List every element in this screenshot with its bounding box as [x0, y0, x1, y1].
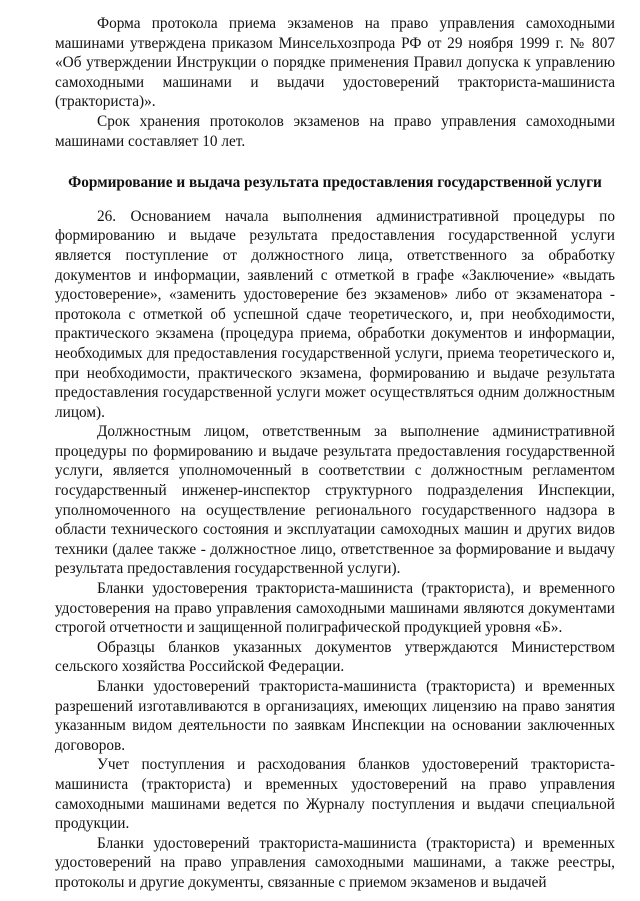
section-heading: Формирование и выдача результата предоставления государственной услуги: [68, 174, 602, 192]
paragraph-26-basis: 26. Основанием начала выполнения административной процедуры по формированию и выдаче результата предоставления государственной услуги является поступление от должностного лица, ответственного за обработку документов и информации, заявлений с отметкой в графе «Заключение» «выдать удостоверение», «заменить удостоверение без экзаменов» либо от экзаменатора - протокола с отметкой об успешной сдаче теоретического, и, при необходимости, практического экзамена (процедура приема, обработки документов и информации, необходимых для предоставления государственной услуги, приема теоретического и, при необходимости, практического экзамена, формированию и выдаче результата предоставления государственной услуги может осуществляться одним должностным лицом).: [55, 207, 615, 421]
paragraph-form-production: Бланки удостоверений тракториста-машиниста (тракториста) и временных разрешений изготавливаются в организациях, имеющих лицензию на право занятия указанным видом деятельности по заявкам Инспекции на основании заключенных договоров.: [55, 678, 615, 754]
paragraph-form-storage: Бланки удостоверений тракториста-машиниста (тракториста) и временных удостоверений на право управления самоходными машинами, а также реестры, протоколы и другие документы, связанные с приемом экзаменов и выдачей: [55, 834, 615, 891]
spacer: [55, 193, 615, 207]
paragraph-form-samples: Образцы бланков указанных документов утверждаются Министерством сельского хозяйства Российской Федерации.: [55, 638, 615, 676]
document-page: [55, 14, 615, 893]
paragraph-blank-forms: Бланки удостоверения тракториста-машиниста (тракториста), и временного удостоверения на право управления самоходными машинами являются документами строгой отчетности и защищенной полиграфической продукцией уровня «Б».: [55, 580, 615, 637]
paragraph-form-accounting: Учет поступления и расходования бланков удостоверений тракториста-машиниста (тракториста) и временных удостоверений на право управления самоходными машинами ведется по Журналу поступления и выдачи специальной продукции.: [55, 756, 615, 833]
spacer: [55, 151, 615, 173]
paragraph-storage-period: Срок хранения протоколов экзаменов на право управления самоходными машинами составляет 10 лет.: [55, 112, 615, 150]
paragraph-protocol-form: Форма протокола приема экзаменов на право управления самоходными машинами утверждена приказом Минсельхозпрода РФ от 29 ноября 1999 г. № 807 «Об утверждении Инструкции о порядке применения Правил допуска к управлению самоходными машинами и выдачи удостоверений тракториста-машиниста (тракториста)».: [55, 15, 615, 111]
paragraph-responsible-official: Должностным лицом, ответственным за выполнение административной процедуры по формированию и выдаче результата предоставления государственной услуги, является уполномоченный в соответствии с должностным регламентом государственный инженер-инспектор структурного подразделения Инспекции, уполномоченного на осуществление регионального государственного надзора в области технического состояния и эксплуатации самоходных машин и других видов техники (далее также - должностное лицо, ответственное за формирование и выдачу результата предоставления государственной услуги).: [55, 423, 615, 578]
